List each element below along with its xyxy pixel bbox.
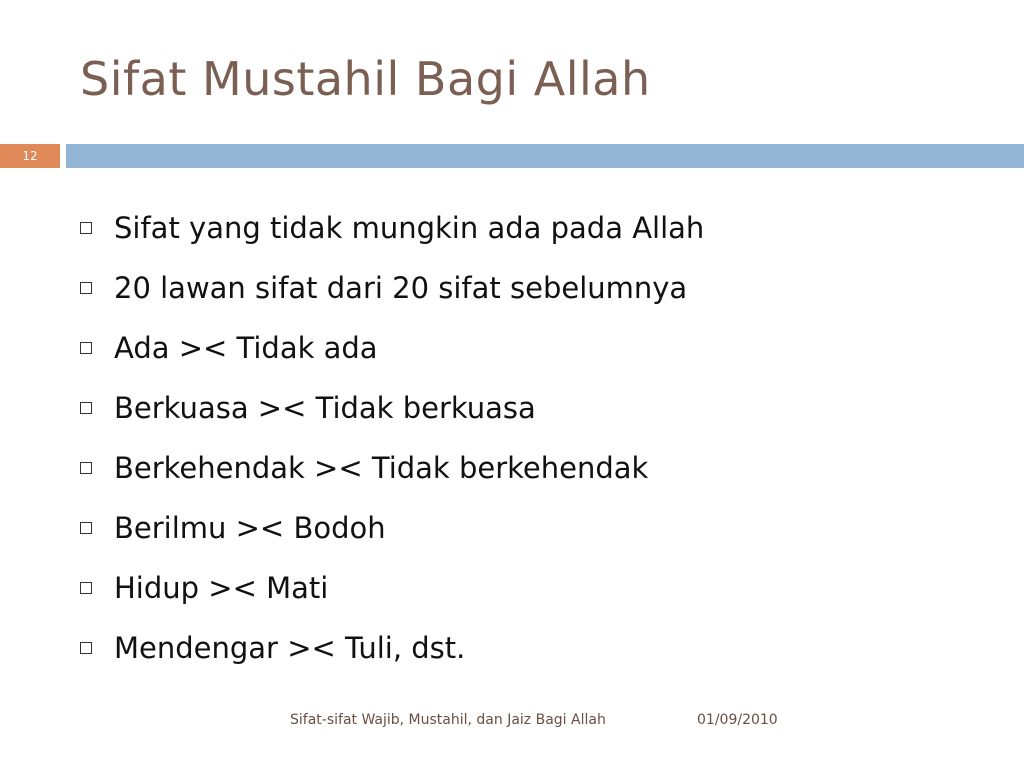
hollow-square-bullet-icon: [80, 642, 92, 654]
bullet-text: Sifat yang tidak mungkin ada pada Allah: [114, 211, 705, 245]
bullet-text: Hidup >< Mati: [114, 571, 329, 605]
bullet-item: [80, 318, 704, 378]
bullet-item: [80, 618, 704, 678]
hollow-square-bullet-icon: [80, 222, 92, 234]
hollow-square-bullet-icon: [80, 582, 92, 594]
hollow-square-bullet-icon: [80, 522, 92, 534]
bullet-item: [80, 498, 704, 558]
bullet-item: [80, 438, 704, 498]
hollow-square-bullet-icon: [80, 462, 92, 474]
bullet-text: Berilmu >< Bodoh: [114, 511, 386, 545]
hollow-square-bullet-icon: [80, 282, 92, 294]
hollow-square-bullet-icon: [80, 342, 92, 354]
hollow-square-bullet-icon: [80, 402, 92, 414]
bullet-item: [80, 258, 704, 318]
footer-date: 01/09/2010: [697, 712, 778, 728]
slide-number-badge: [0, 144, 60, 168]
bullet-list: [80, 198, 704, 678]
bullet-item: [80, 198, 704, 258]
bullet-item: [80, 558, 704, 618]
slide-title: Sifat Mustahil Bagi Allah: [80, 52, 651, 106]
footer-title: Sifat-sifat Wajib, Mustahil, dan Jaiz Bagi Allah: [290, 712, 606, 728]
bullet-item: [80, 378, 704, 438]
bullet-text: 20 lawan sifat dari 20 sifat sebelumnya: [114, 271, 688, 305]
bullet-text: Berkuasa >< Tidak berkuasa: [114, 391, 536, 425]
accent-bar: [66, 144, 1024, 168]
bullet-text: Ada >< Tidak ada: [114, 331, 378, 365]
bullet-text: Berkehendak >< Tidak berkehendak: [114, 451, 649, 485]
bullet-text: Mendengar >< Tuli, dst.: [114, 631, 466, 665]
slide-number: 12: [22, 149, 38, 163]
